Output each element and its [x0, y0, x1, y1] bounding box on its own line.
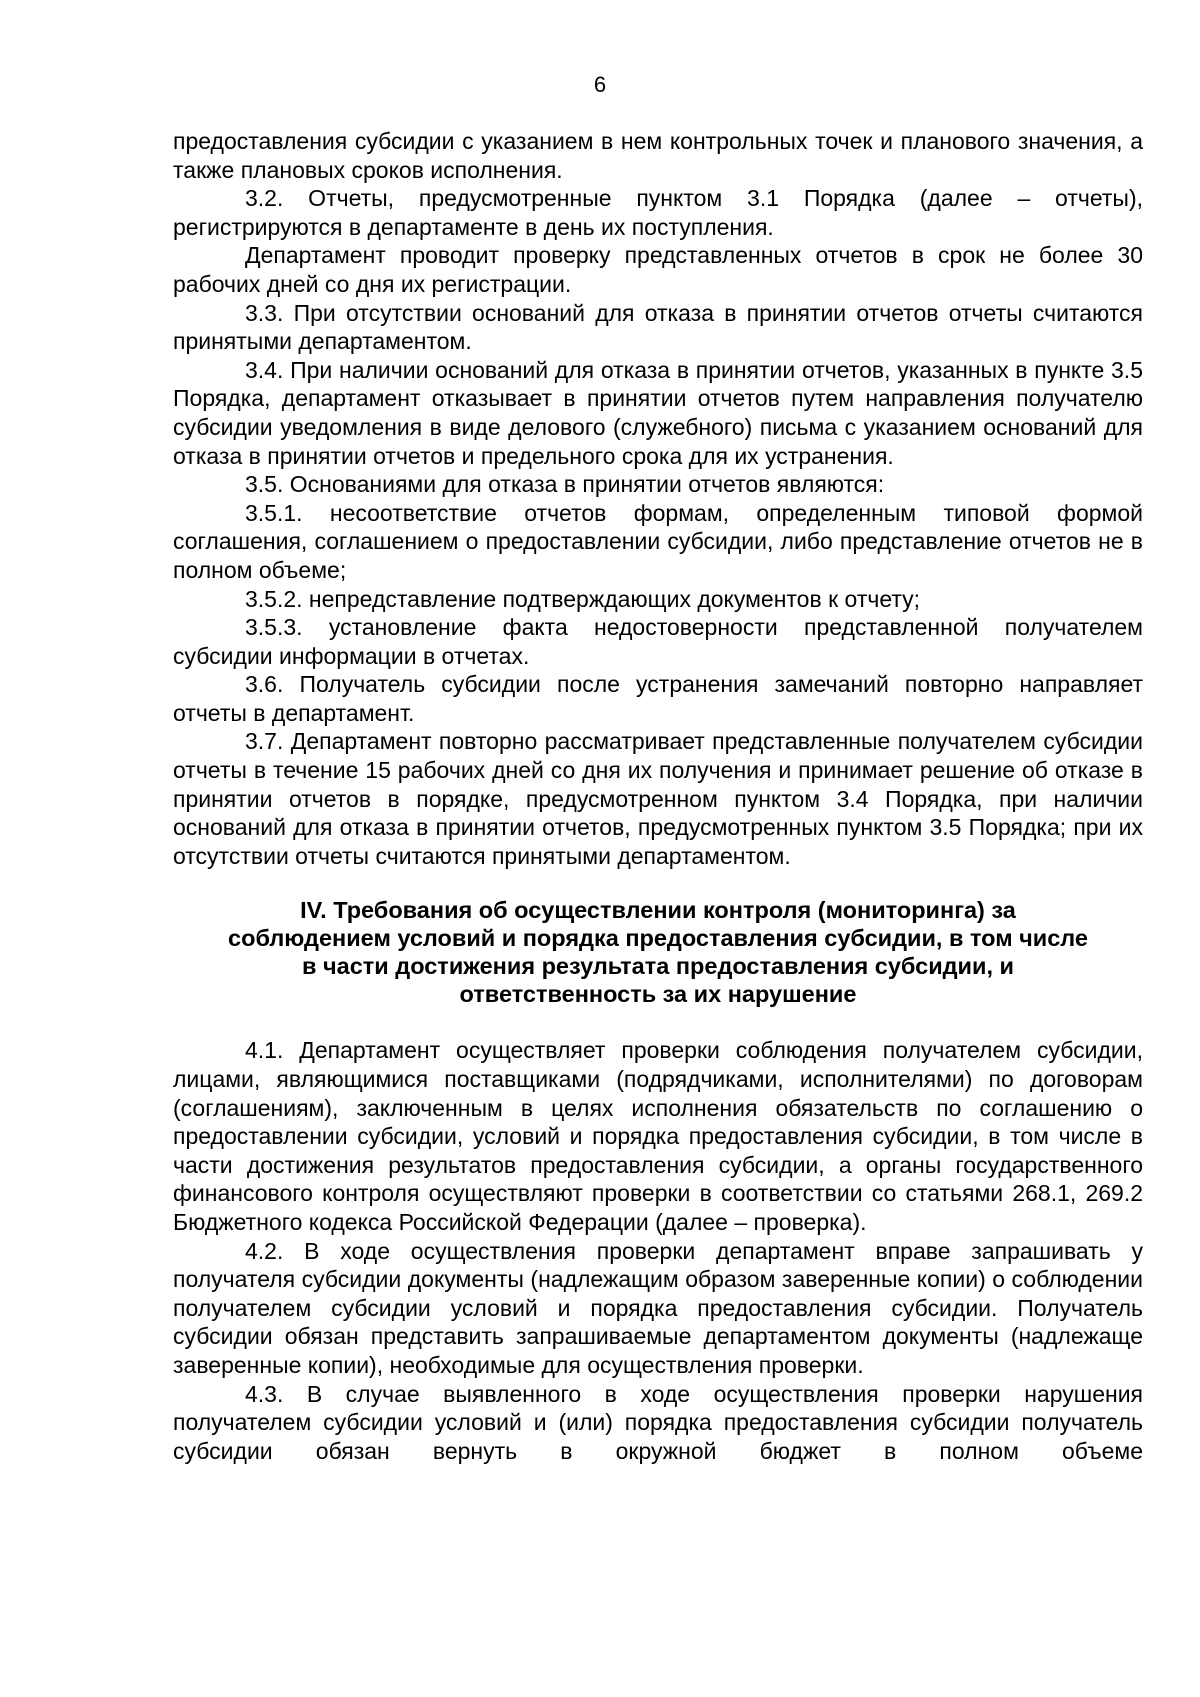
- paragraph-3-5-1: 3.5.1. несоответствие отчетов формам, определенным типовой формой соглашения, соглашением о предоставлении субсидии, либо представление отчетов не в полном объеме;: [173, 499, 1143, 583]
- paragraph-3-5-3: 3.5.3. установление факта недостоверности представленной получателем субсидии информации в отчетах.: [173, 614, 1143, 669]
- paragraph-3-7: 3.7. Департамент повторно рассматривает представленные получателем субсидии отчеты в течение 15 рабочих дней со дня их получения и принимает решение об отказе в принятии отчетов в порядке, предусмотренном пунктом 3.4 Порядка, при наличии оснований для отказа в принятии отчетов, предусмотренных пунктом 3.5 Порядка; при их отсутствии отчеты считаются принятыми департаментом.: [173, 728, 1143, 869]
- paragraph-3-3: 3.3. При отсутствии оснований для отказа в принятии отчетов отчеты считаются принятыми департаментом.: [173, 299, 1143, 355]
- paragraph-4-1: 4.1. Департамент осуществляет проверки соблюдения получателем субсидии, лицами, являющимися поставщиками (подрядчиками, исполнителями) по договорам (соглашениям), заключенным в целях исполнения обязательств по соглашению о предоставлении субсидии, условий и порядка предоставления субсидии, в том числе в части достижения результатов предоставления субсидии, а органы государственного финансового контроля осуществляют проверки в соответствии со статьями 268.1, 269.2 Бюджетного кодекса Российской Федерации (далее – проверка).: [173, 1037, 1143, 1235]
- document-body: [173, 127, 1143, 1465]
- section-heading-line: ответственность за их нарушение: [459, 981, 857, 1008]
- paragraph-3-2: 3.2. Отчеты, предусмотренные пунктом 3.1 Порядка (далее – отчеты), регистрируются в департаменте в день их поступления.: [173, 185, 1143, 240]
- paragraph-continuation: предоставления субсидии с указанием в нем контрольных точек и планового значения, а также плановых сроков исполнения.: [173, 128, 1143, 183]
- paragraph-4-3: 4.3. В случае выявленного в ходе осуществления проверки нарушения получателем субсидии условий и (или) порядка предоставления субсидии получатель субсидии обязан вернуть в окружной бюджет в полном объеме: [173, 1380, 1143, 1464]
- section-heading-line: IV. Требования об осуществлении контроля (мониторинга) за: [300, 897, 1016, 924]
- page-number: 6: [593, 72, 607, 97]
- paragraph-3-6: 3.6. Получатель субсидии после устранения замечаний повторно направляет отчеты в департамент.: [173, 671, 1143, 726]
- paragraph-3-5-2: 3.5.2. непредставление подтверждающих документов к отчету;: [245, 585, 921, 612]
- paragraph-4-2: 4.2. В ходе осуществления проверки департамент вправе запрашивать у получателя субсидии документы (надлежащим образом заверенные копии) о соблюдении получателем субсидии условий и порядка предоставления субсидии. Получатель субсидии обязан представить запрашиваемые департаментом документы (надлежаще заверенные копии), необходимые для осуществления проверки.: [173, 1237, 1143, 1378]
- section-heading-line: соблюдением условий и порядка предоставления субсидии, в том числе: [228, 925, 1088, 952]
- section-heading-iv: [173, 896, 1143, 1008]
- section-heading-line: в части достижения результата предоставления субсидии, и: [302, 953, 1014, 980]
- paragraph-3-2-verification: Департамент проводит проверку представленных отчетов в срок не более 30 рабочих дней со дня их регистрации.: [173, 242, 1143, 297]
- paragraph-3-4: 3.4. При наличии оснований для отказа в принятии отчетов, указанных в пункте 3.5 Порядка, департамент отказывает в принятии отчетов путем направления получателю субсидии уведомления в виде делового (служебного) письма с указанием оснований для отказа в принятии отчетов и предельного срока для их устранения.: [173, 356, 1143, 469]
- paragraph-3-5: 3.5. Основаниями для отказа в принятии отчетов являются:: [245, 471, 885, 498]
